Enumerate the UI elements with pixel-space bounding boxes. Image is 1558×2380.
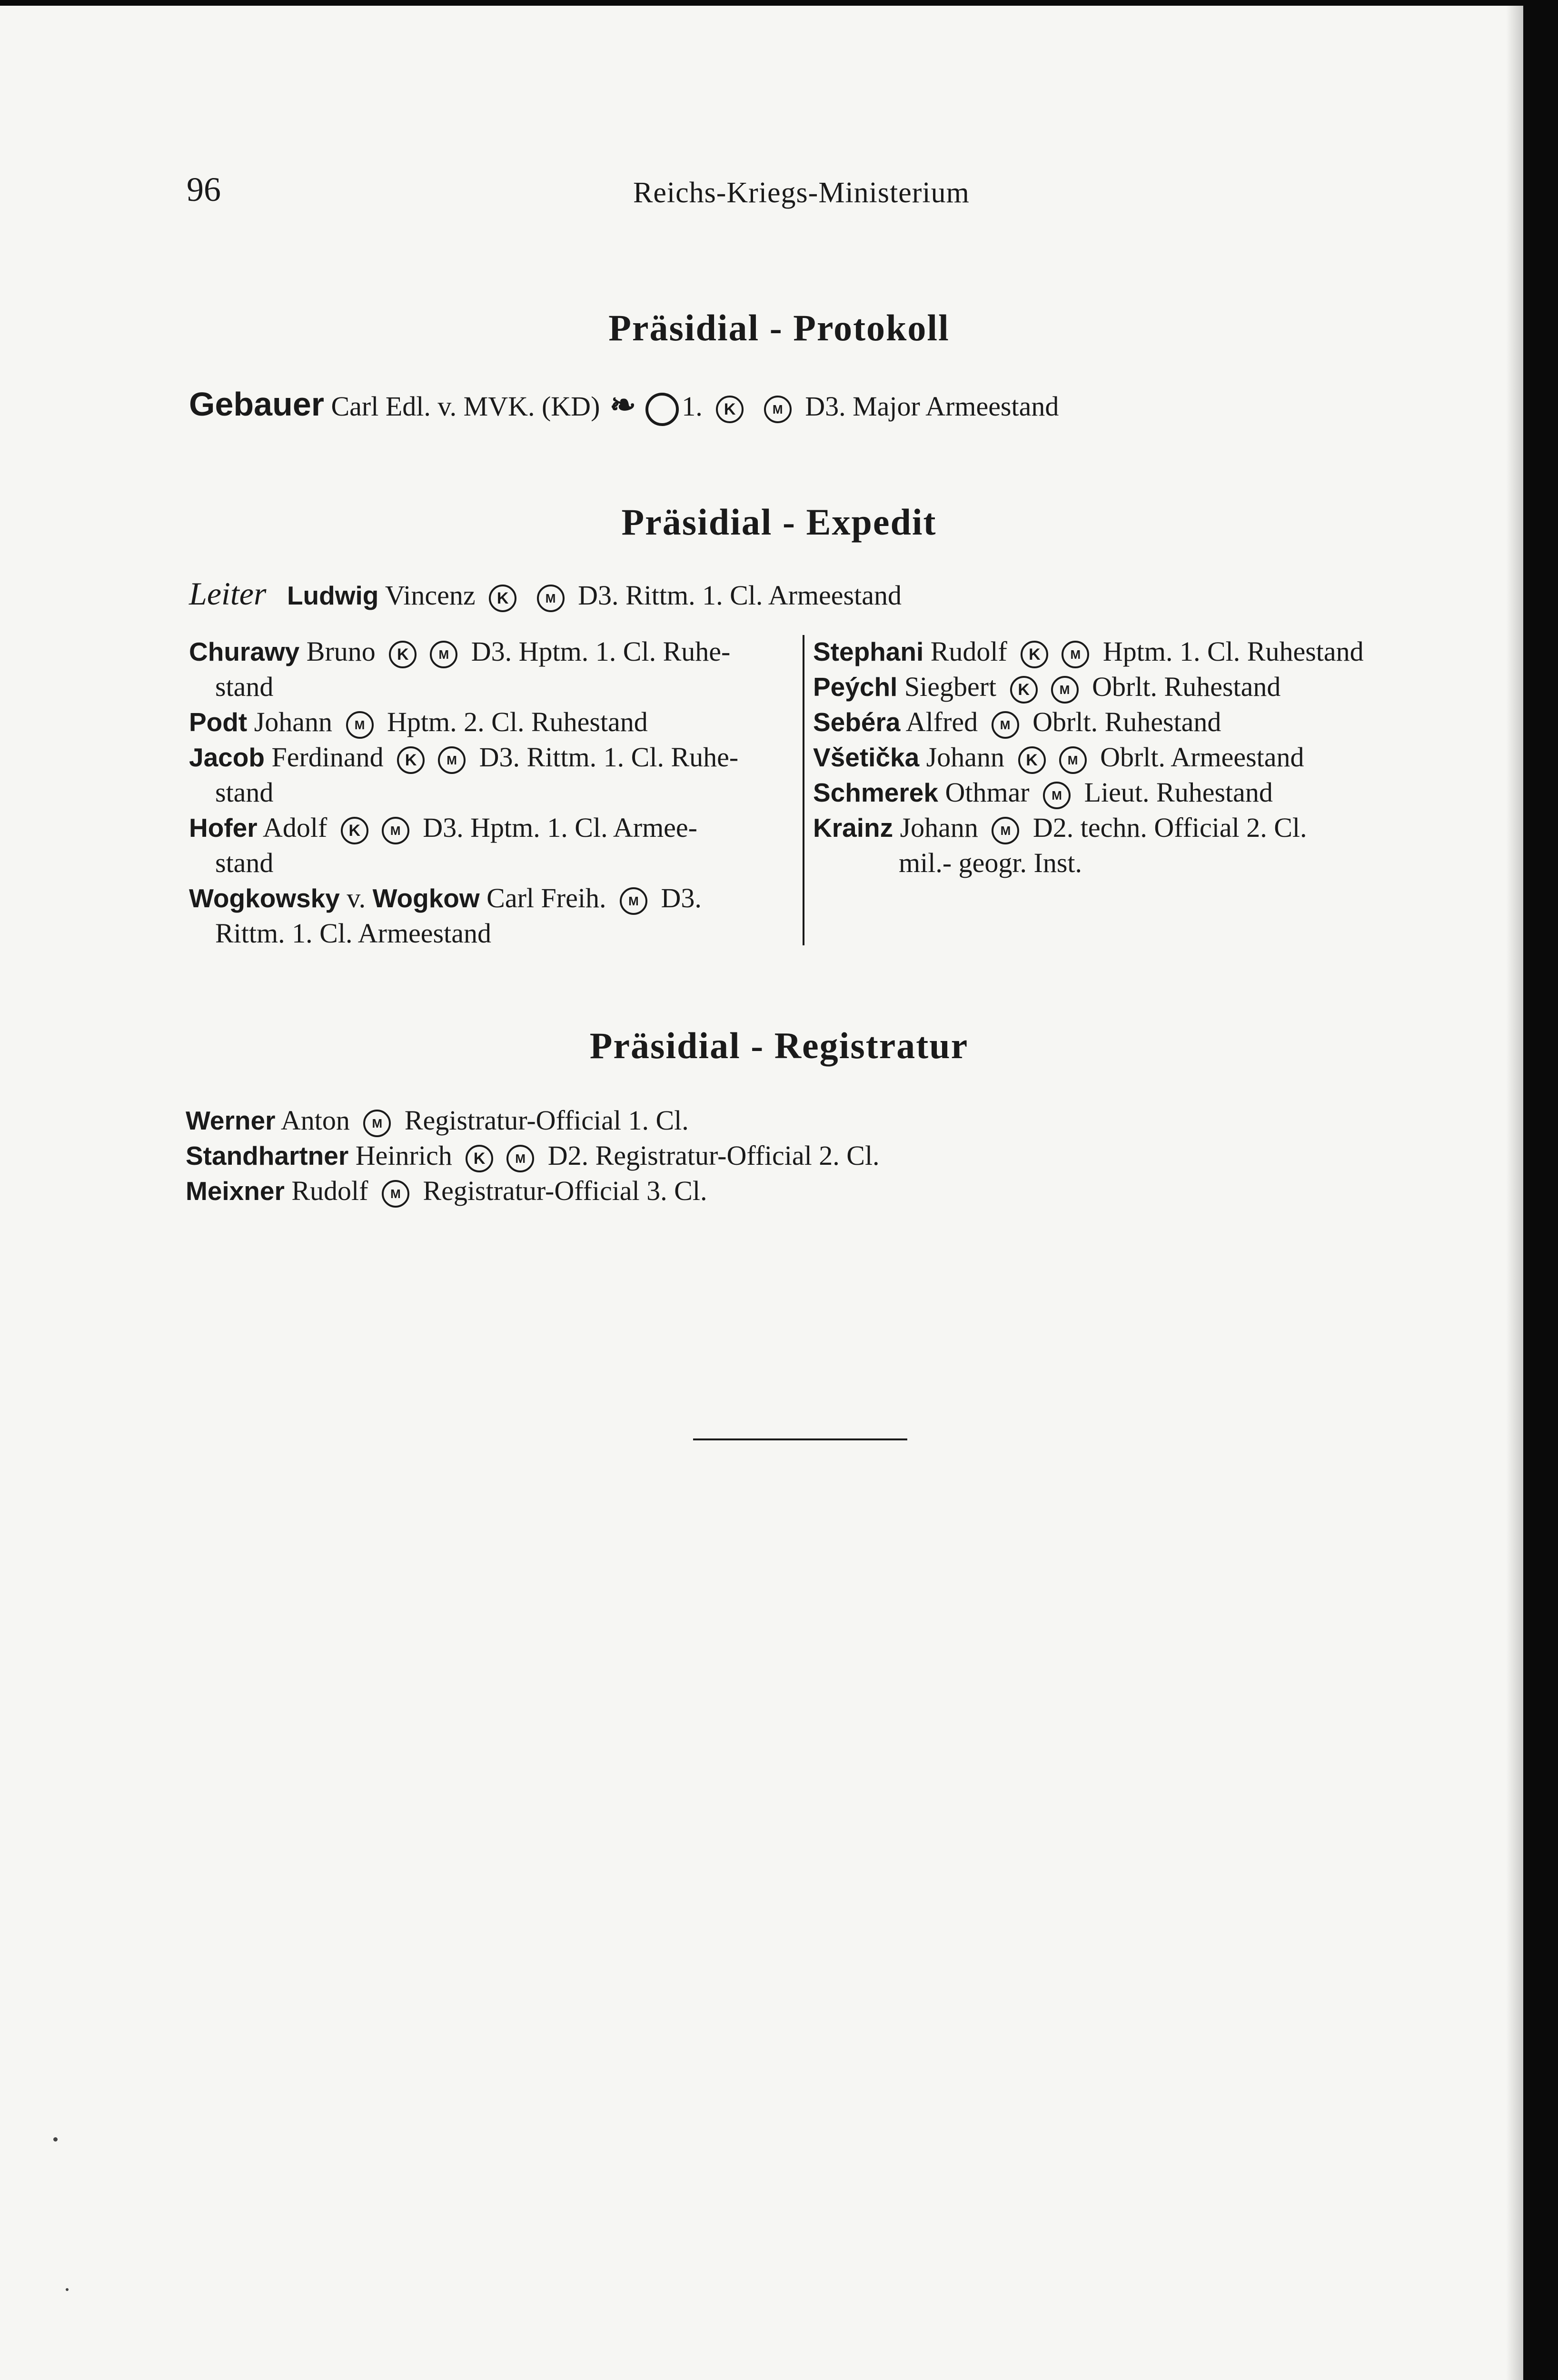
scan-speck [53,2137,58,2142]
expedit-right-column [813,634,1441,881]
k-symbol-icon: K [397,746,425,774]
list-item [186,1103,1328,1138]
surname: Standhartner [186,1141,349,1170]
registratur-list [186,1103,1328,1209]
m-symbol-icon: M [346,711,374,739]
leiter-label: Leiter [189,575,267,612]
entry-text: Othmar [945,777,1030,808]
entry-text: Anton [280,1105,350,1136]
entry-text: Johann [254,706,333,737]
entry-text: D3. Hptm. 1. Cl. Ruhe- [471,636,731,667]
m-symbol-icon: M [620,887,647,915]
list-item [813,810,1441,845]
list-item [189,881,794,916]
order-ornament-icon: ❧ [609,388,636,423]
section-title-protokoll: Präsidial - Protokoll [608,307,950,348]
entry-text: Hptm. 1. Cl. Ruhestand [1102,636,1364,667]
entry-text: Registratur-Official 3. Cl. [423,1175,707,1206]
entry-text: Johann [900,812,978,843]
k-symbol-icon: K [716,396,744,423]
list-item [189,740,794,775]
section-title-expedit: Präsidial - Expedit [621,501,937,543]
entry-continuation: stand [215,847,274,878]
entry-text: Siegbert [904,671,997,702]
entry-text: Ferdinand [271,742,384,773]
page-number: 96 [187,170,221,208]
list-item [186,1173,1328,1209]
k-symbol-icon: K [1010,676,1038,704]
list-item [813,669,1441,704]
m-symbol-icon: M [764,396,792,423]
entry-text: Adolf [262,812,327,843]
list-item [189,810,794,845]
book-page [0,6,1523,2380]
surname: Werner [186,1106,276,1135]
m-symbol-icon: M [382,1180,409,1208]
entry-text: v. [347,883,366,913]
entry-continuation: stand [215,777,274,808]
list-item [189,634,794,669]
entry-text: Registratur-Official 1. Cl. [404,1105,689,1136]
m-symbol-icon: M [430,641,457,668]
section-title-registratur: Präsidial - Registratur [589,1025,969,1066]
m-symbol-icon: M [537,585,565,612]
m-symbol-icon: M [382,817,409,844]
entry-continuation: stand [215,671,274,702]
k-symbol-icon: K [466,1145,493,1172]
m-symbol-icon: M [1059,746,1087,774]
list-item [813,740,1441,775]
order-ring-icon [645,393,679,426]
list-item [186,1138,1328,1173]
entry-text: Bruno [306,636,376,667]
k-symbol-icon: K [1018,746,1046,774]
entry-text: Heinrich [355,1140,452,1171]
running-title: Reichs-Kriegs-Ministerium [633,177,970,209]
m-symbol-icon: M [1043,782,1071,809]
m-symbol-icon: M [1062,641,1089,668]
protokoll-entry [189,387,1059,426]
list-item [189,704,794,740]
surname: Peýchl [813,672,898,702]
entry-text: Alfred [905,706,978,737]
m-symbol-icon: M [992,817,1019,844]
m-symbol-icon: M [506,1145,534,1172]
page-edge-shadow [1506,6,1523,2380]
list-item [813,704,1441,740]
column-divider [803,635,804,945]
surname: Ludwig [287,581,379,610]
surname: Sebéra [813,707,901,737]
m-symbol-icon: M [1051,676,1079,704]
entry-text: D3. Hptm. 1. Cl. Armee- [423,812,697,843]
entry-text: D3. Rittm. 1. Cl. Armeestand [578,580,902,611]
surname: Jacob [189,743,265,772]
surname-second: Wogkow [372,883,480,913]
entry-text: Carl Freih. [486,883,606,913]
k-symbol-icon: K [389,641,417,668]
surname: Stephani [813,637,924,666]
list-item [813,775,1441,810]
m-symbol-icon: M [438,746,466,774]
surname: Schmerek [813,778,938,807]
leiter-entry [189,576,902,613]
entry-text: 1. [682,391,703,422]
entry-text: Vincenz [385,580,476,611]
surname: Podt [189,707,248,737]
entry-text: D3. Major Armeestand [805,391,1059,422]
m-symbol-icon: M [363,1110,391,1137]
entry-text: Lieut. Ruhestand [1084,777,1273,808]
entry-continuation: mil.- geogr. Inst. [899,847,1082,878]
entry-continuation: Rittm. 1. Cl. Armeestand [215,918,491,949]
entry-text: Johann [926,742,1005,773]
surname: Hofer [189,813,258,843]
k-symbol-icon: K [341,817,368,844]
surname: Krainz [813,813,893,843]
list-item [813,634,1441,669]
entry-text: Carl Edl. v. MVK. (KD) [331,391,600,422]
entry-text: Obrlt. Ruhestand [1092,671,1281,702]
entry-text: D2. techn. Official 2. Cl. [1032,812,1307,843]
k-symbol-icon: K [1021,641,1048,668]
surname: Churawy [189,637,300,666]
k-symbol-icon: K [489,585,516,612]
entry-text: Hptm. 2. Cl. Ruhestand [387,706,648,737]
entry-text: Obrlt. Armeestand [1100,742,1304,773]
entry-text: Rudolf [291,1175,368,1206]
surname: Wogkowsky [189,883,340,913]
entry-text: Rudolf [930,636,1007,667]
entry-text: D2. Registratur-Official 2. Cl. [547,1140,880,1171]
expedit-left-column [189,634,794,951]
m-symbol-icon: M [992,711,1019,739]
entry-text: D3. [661,883,702,913]
scan-speck [66,2288,69,2291]
entry-text: D3. Rittm. 1. Cl. Ruhe- [479,742,739,773]
surname: Gebauer [189,386,324,423]
surname: Všetička [813,743,920,772]
closing-rule [693,1438,907,1440]
surname: Meixner [186,1176,285,1206]
entry-text: Obrlt. Ruhestand [1032,706,1221,737]
